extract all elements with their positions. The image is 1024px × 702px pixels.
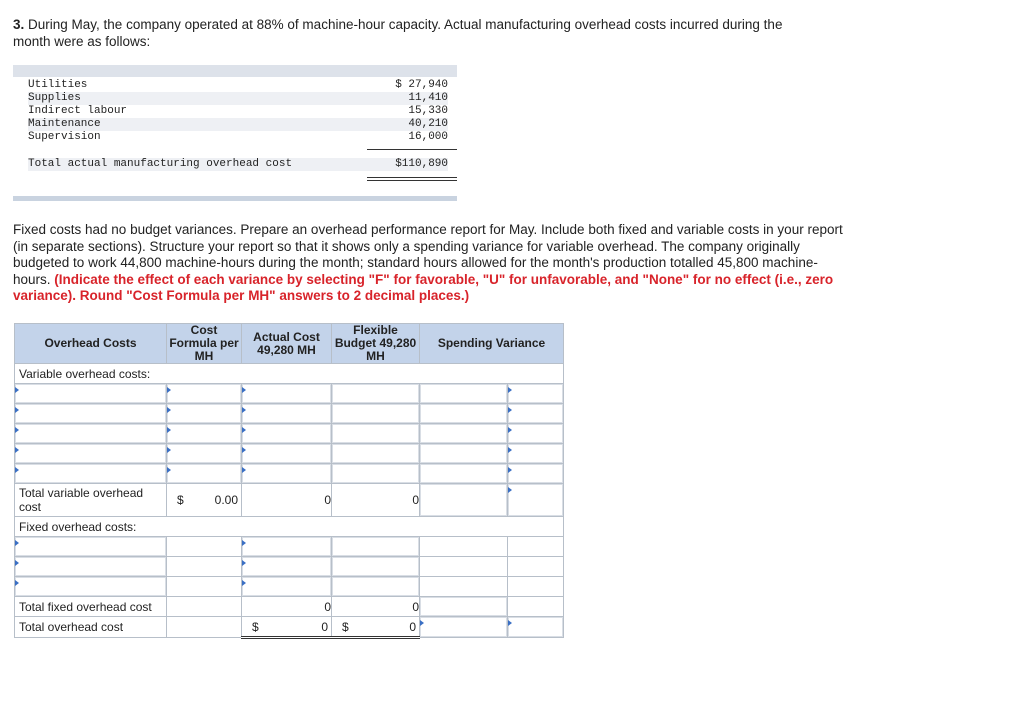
- header-overhead-costs: Overhead Costs: [15, 324, 167, 364]
- fixed-flexible-cell: [332, 577, 420, 597]
- actual-cost-input[interactable]: [242, 384, 332, 404]
- cost-total-row: Total actual manufacturing overhead cost $110,890: [28, 158, 448, 170]
- total-overhead-effect-select[interactable]: [508, 617, 564, 638]
- variable-row: [15, 384, 564, 404]
- total-variable-variance-input[interactable]: [420, 484, 508, 517]
- question-number: 3.: [13, 17, 25, 32]
- header-cost-formula: Cost Formula per MH: [167, 324, 242, 364]
- total-variable-flexible: 0: [332, 484, 420, 517]
- actual-cost-input[interactable]: [242, 444, 332, 464]
- cost-formula-input[interactable]: [167, 444, 242, 464]
- variance-amount-input[interactable]: [420, 444, 508, 464]
- flexible-budget-cell: [332, 384, 420, 404]
- cost-row: Utilities $ 27,940: [28, 79, 448, 91]
- cost-formula-input[interactable]: [167, 404, 242, 424]
- variance-amount-input[interactable]: [420, 464, 508, 484]
- actual-costs-table: [13, 65, 457, 201]
- variance-effect-select[interactable]: [508, 464, 564, 484]
- question-text: [13, 16, 823, 50]
- flexible-budget-cell: [332, 424, 420, 444]
- header-actual-cost: Actual Cost 49,280 MH: [242, 324, 332, 364]
- header-spending-variance: Spending Variance: [420, 324, 564, 364]
- fixed-actual-input[interactable]: [242, 577, 332, 597]
- variable-row: [15, 404, 564, 424]
- variable-row: [15, 444, 564, 464]
- instructions-text: Fixed costs had no budget variances. Prepare an overhead performance report for May. Include both fixed and variable costs in your report (in separate sections). Structure your report so that it shows only a spending variance for variable overhead. The company originally budgeted to work 44,800 machine-hours during the month; standard hours allowed for the month's production totalled 45,800 machine-hours.: [13, 222, 843, 287]
- total-variable-label: Total variable overhead cost: [19, 486, 144, 514]
- variance-effect-select[interactable]: [508, 384, 564, 404]
- total-fixed-row: [15, 597, 564, 617]
- fixed-section-label: Fixed overhead costs:: [19, 519, 137, 534]
- variance-amount-input[interactable]: [420, 424, 508, 444]
- flexible-budget-cell: [332, 444, 420, 464]
- variable-cost-select[interactable]: [15, 424, 167, 444]
- overhead-performance-report: [14, 323, 564, 639]
- actual-cost-input[interactable]: [242, 424, 332, 444]
- variable-cost-select[interactable]: [15, 464, 167, 484]
- fixed-actual-input[interactable]: [242, 557, 332, 577]
- fixed-row: [15, 537, 564, 557]
- variable-row: [15, 424, 564, 444]
- total-overhead-actual: 0: [321, 619, 328, 634]
- cost-row: Supplies 11,410: [28, 92, 448, 104]
- variance-effect-select[interactable]: [508, 424, 564, 444]
- fixed-cost-select[interactable]: [15, 557, 167, 577]
- fixed-cost-select[interactable]: [15, 577, 167, 597]
- variance-effect-select[interactable]: [508, 404, 564, 424]
- header-flexible-budget: Flexible Budget 49,280 MH: [332, 324, 420, 364]
- total-overhead-variance-input[interactable]: [420, 617, 508, 638]
- fixed-flexible-cell: [332, 537, 420, 557]
- variable-row: [15, 464, 564, 484]
- variable-cost-select[interactable]: [15, 444, 167, 464]
- cost-row: Maintenance 40,210: [28, 118, 448, 130]
- actual-cost-input[interactable]: [242, 464, 332, 484]
- fixed-row: [15, 557, 564, 577]
- variable-section-label: Variable overhead costs:: [19, 366, 151, 381]
- fixed-actual-input[interactable]: [242, 537, 332, 557]
- total-variable-row: Total variable overhead cost $ 0.00 0 0: [15, 484, 564, 517]
- total-fixed-actual: 0: [242, 597, 332, 617]
- cost-formula-input[interactable]: [167, 464, 242, 484]
- total-variable-actual: 0: [242, 484, 332, 517]
- total-fixed-flexible: 0: [332, 597, 420, 617]
- total-overhead-row: Total overhead cost $ 0 $ 0: [15, 617, 564, 638]
- instructions-emphasis: (Indicate the effect of each variance by selecting "F" for favorable, "U" for unfavorable, and "None" for no effect (i.e., zero variance). Round "Cost Formula per MH" answers to 2 decimal places.): [13, 271, 834, 303]
- instructions: [13, 222, 843, 305]
- variable-cost-select[interactable]: [15, 384, 167, 404]
- question-body: During May, the company operated at 88% of machine-hour capacity. Actual manufacturing overhead costs incurred during the month were as follows:: [13, 17, 783, 49]
- flexible-budget-cell: [332, 464, 420, 484]
- fixed-row: [15, 577, 564, 597]
- total-fixed-label: Total fixed overhead cost: [19, 599, 152, 614]
- variance-amount-input[interactable]: [420, 384, 508, 404]
- cost-formula-input[interactable]: [167, 424, 242, 444]
- fixed-flexible-cell: [332, 557, 420, 577]
- flexible-budget-cell: [332, 404, 420, 424]
- total-fixed-variance-input[interactable]: [420, 597, 508, 617]
- variable-cost-select[interactable]: [15, 404, 167, 424]
- cost-row: Supervision 16,000: [28, 131, 448, 143]
- cost-row: Indirect labour 15,330: [28, 105, 448, 117]
- cost-formula-input[interactable]: [167, 384, 242, 404]
- total-overhead-flexible: 0: [409, 619, 416, 634]
- fixed-cost-select[interactable]: [15, 537, 167, 557]
- actual-cost-input[interactable]: [242, 404, 332, 424]
- total-overhead-label: Total overhead cost: [19, 620, 124, 634]
- total-variable-effect-select[interactable]: [508, 484, 564, 517]
- variance-effect-select[interactable]: [508, 444, 564, 464]
- variance-amount-input[interactable]: [420, 404, 508, 424]
- total-variable-formula: 0.00: [214, 493, 238, 507]
